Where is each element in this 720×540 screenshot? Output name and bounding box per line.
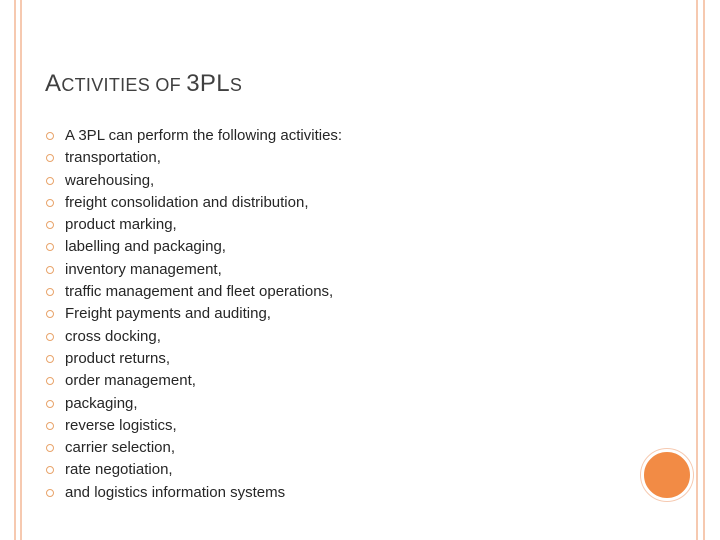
bullet-text: Freight payments and auditing, <box>65 305 271 323</box>
bullet-text: A 3PL can perform the following activities: <box>65 127 343 144</box>
title-part-3: 3PL <box>186 70 230 97</box>
circle-bullet-icon <box>46 422 54 430</box>
slide-title <box>45 70 242 98</box>
circle-bullet-icon <box>46 221 54 229</box>
circle-bullet-icon <box>46 243 54 251</box>
left-border-line-inner <box>20 0 22 540</box>
bullet-text: inventory management, <box>65 260 222 278</box>
bullet-text: product returns, <box>65 349 171 367</box>
circle-bullet-icon <box>46 466 54 474</box>
circle-bullet-icon <box>46 154 54 162</box>
bullet-text: traffic management and fleet operations, <box>65 283 334 301</box>
circle-bullet-icon <box>46 333 54 341</box>
bullet-text: packaging, <box>65 394 138 412</box>
bullet-text: cross docking, <box>65 327 161 345</box>
circle-bullet-icon <box>46 132 54 140</box>
bullet-text: rate negotiation, <box>65 461 173 479</box>
bullet-text: reverse logistics, <box>65 416 177 434</box>
circle-bullet-icon <box>46 288 54 296</box>
circle-bullet-icon <box>46 377 54 385</box>
title-part-4: S <box>229 75 243 95</box>
bullet-text: transportation, <box>65 149 161 167</box>
title-part-2: CTIVITIES OF <box>61 75 187 95</box>
circle-bullet-icon <box>46 266 54 274</box>
bullet-text: freight consolidation and distribution, <box>65 193 309 211</box>
title-part-1: A <box>45 70 62 97</box>
circle-bullet-icon <box>46 310 54 318</box>
circle-bullet-icon <box>46 444 54 452</box>
decorative-circle <box>641 449 693 501</box>
circle-bullet-icon <box>46 400 54 408</box>
right-border-line <box>703 0 705 540</box>
circle-bullet-icon <box>46 199 54 207</box>
bullet-text: warehousing, <box>65 171 155 189</box>
bullet-text: labelling and packaging, <box>65 238 226 256</box>
left-border-line <box>14 0 16 540</box>
circle-bullet-icon <box>46 177 54 185</box>
bullet-text: carrier selection, <box>65 439 176 457</box>
bullet-text: order management, <box>65 372 196 390</box>
bullet-text: product marking, <box>65 216 177 234</box>
right-border-line-inner <box>696 0 698 540</box>
circle-bullet-icon <box>46 355 54 363</box>
bullet-text: and logistics information systems <box>65 483 286 501</box>
circle-bullet-icon <box>46 489 54 497</box>
